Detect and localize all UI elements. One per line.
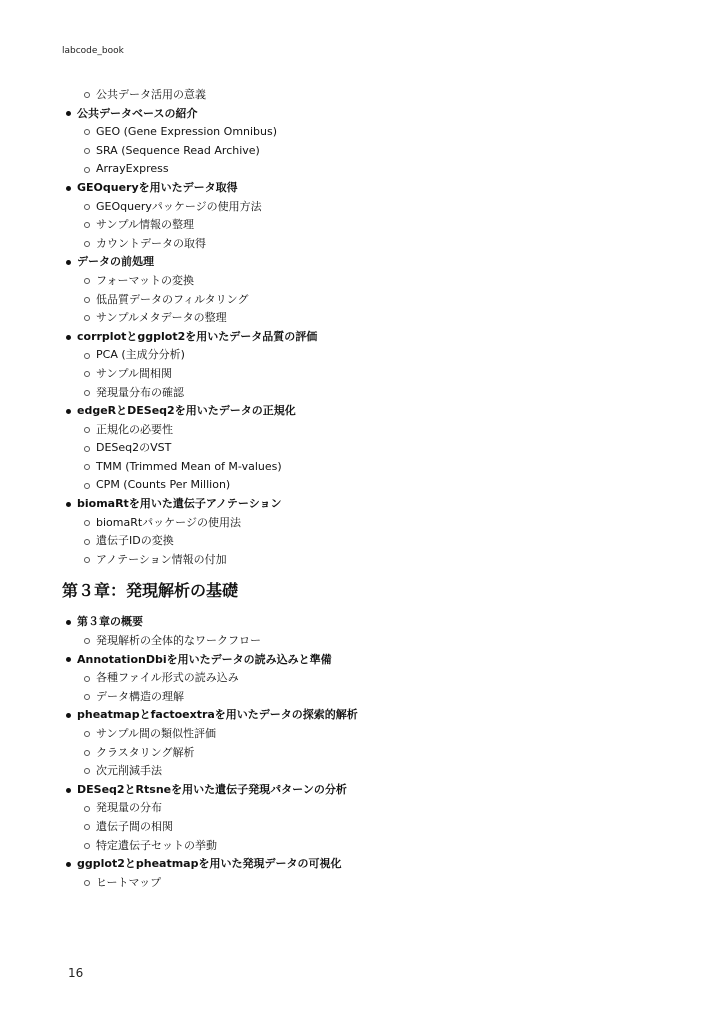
sublist <box>62 725 662 781</box>
sublist-item <box>62 725 662 744</box>
sublist-item-label: 特定遺伝子セットの挙動 <box>96 838 217 852</box>
sublist-item-label: カウントデータの取得 <box>96 236 206 250</box>
circle-bullet-icon <box>84 483 90 489</box>
list-item-row <box>62 706 662 725</box>
bullet-icon <box>66 260 71 265</box>
circle-bullet-icon <box>84 676 90 682</box>
sublist-item-label: 低品質データのフィルタリング <box>96 292 249 306</box>
running-header: labcode_book <box>62 46 124 56</box>
circle-bullet-icon <box>84 390 90 396</box>
list-item-label: biomaRtを用いた遺伝子アノテーション <box>77 497 282 511</box>
sublist-item-label: クラスタリング解析 <box>96 745 195 759</box>
bullet-icon <box>66 620 71 625</box>
sublist <box>62 198 662 254</box>
sublist-item-label: アノテーション情報の付加 <box>96 552 227 566</box>
sublist-item-label: ヒートマップ <box>96 875 162 889</box>
sublist-item <box>62 514 662 533</box>
sublist-item-label: 発現解析の全体的なワークフロー <box>96 634 261 648</box>
list-item <box>62 855 662 892</box>
list-item <box>62 613 662 650</box>
sublist <box>62 421 662 495</box>
list-item-label: GEOqueryを用いたデータ取得 <box>77 180 238 194</box>
sublist-item <box>62 532 662 551</box>
sublist-item <box>62 744 662 763</box>
list-item-row <box>62 495 662 514</box>
sublist-item <box>62 476 662 495</box>
sublist-item <box>62 123 662 142</box>
sublist-item-label: GEOqueryパッケージの使用方法 <box>96 199 262 213</box>
circle-bullet-icon <box>84 520 90 526</box>
sublist-item <box>62 837 662 856</box>
leading-sublist <box>62 86 662 105</box>
sublist <box>62 514 662 570</box>
circle-bullet-icon <box>84 843 90 849</box>
sublist-item <box>62 762 662 781</box>
list-item-row <box>62 253 662 272</box>
sublist-item-label: GEO (Gene Expression Omnibus) <box>96 125 278 139</box>
sublist-item-label: DESeq2のVST <box>96 441 172 455</box>
list-item-label: 公共データベースの紹介 <box>77 106 198 120</box>
sublist <box>62 272 662 328</box>
sublist <box>62 874 662 893</box>
sublist-item-label: CPM (Counts Per Million) <box>96 478 231 492</box>
sublist-item-label: 次元削減手法 <box>96 764 162 778</box>
chapter3-list <box>62 613 662 892</box>
sublist-item <box>62 198 662 217</box>
bullet-icon <box>66 335 71 340</box>
circle-bullet-icon <box>84 129 90 135</box>
sublist-item <box>62 421 662 440</box>
sublist-item <box>62 458 662 477</box>
sublist-item-label: TMM (Trimmed Mean of M-values) <box>96 459 282 473</box>
sublist-item-label: 発現量の分布 <box>96 801 162 815</box>
list-item-label: edgeRとDESeq2を用いたデータの正規化 <box>77 404 296 418</box>
list-item-label: ggplot2とpheatmapを用いた発現データの可視化 <box>77 857 342 871</box>
circle-bullet-icon <box>84 880 90 886</box>
sublist <box>62 669 662 706</box>
sublist-item-label: サンプル情報の整理 <box>96 218 195 232</box>
circle-bullet-icon <box>84 353 90 359</box>
sublist-item-label: 発現量分布の確認 <box>96 385 184 399</box>
circle-bullet-icon <box>84 768 90 774</box>
sublist-item-label: 各種ファイル形式の読み込み <box>96 671 239 685</box>
sublist-item-label: biomaRtパッケージの使用法 <box>96 515 241 529</box>
list-item-row <box>62 613 662 632</box>
bullet-icon <box>66 713 71 718</box>
sublist-item <box>62 688 662 707</box>
sublist-item-label: サンプル間相関 <box>96 366 173 380</box>
circle-bullet-icon <box>84 148 90 154</box>
sublist-item-label: フォーマットの変換 <box>96 273 195 287</box>
page-number: 16 <box>68 966 84 980</box>
sublist-item <box>62 160 662 179</box>
circle-bullet-icon <box>84 278 90 284</box>
circle-bullet-icon <box>84 297 90 303</box>
section-a-list <box>62 105 662 570</box>
sublist-item <box>62 669 662 688</box>
sublist-item-label: サンプル間の類似性評価 <box>96 727 217 740</box>
list-item-row <box>62 855 662 874</box>
circle-bullet-icon <box>84 750 90 756</box>
sublist-item <box>62 309 662 328</box>
circle-bullet-icon <box>84 241 90 247</box>
circle-bullet-icon <box>84 694 90 700</box>
sublist <box>62 799 662 855</box>
sublist-item <box>62 291 662 310</box>
bullet-icon <box>66 502 71 507</box>
list-item-row <box>62 328 662 347</box>
sublist-item <box>62 272 662 291</box>
sublist-item-label: 正規化の必要性 <box>96 422 173 436</box>
sublist-item <box>62 235 662 254</box>
sublist-item <box>62 142 662 161</box>
bullet-icon <box>66 186 71 191</box>
list-item-label: データの前処理 <box>77 255 154 269</box>
sublist-item-label: 遺伝子間の相関 <box>96 819 173 833</box>
circle-bullet-icon <box>84 557 90 563</box>
circle-bullet-icon <box>84 92 90 98</box>
list-item-label: corrplotとggplot2を用いたデータ品質の評価 <box>77 329 318 343</box>
circle-bullet-icon <box>84 731 90 737</box>
sublist-item-label: PCA (主成分分析) <box>96 348 185 362</box>
sublist-item <box>62 216 662 235</box>
list-item-row <box>62 651 662 670</box>
sublist-item <box>62 818 662 837</box>
list-item-label: 第３章の概要 <box>77 615 143 629</box>
circle-bullet-icon <box>84 824 90 830</box>
sublist <box>62 346 662 402</box>
circle-bullet-icon <box>84 371 90 377</box>
circle-bullet-icon <box>84 446 90 452</box>
list-item-row <box>62 179 662 198</box>
sublist-item <box>62 439 662 458</box>
sublist-item-label: ArrayExpress <box>96 162 169 176</box>
sublist <box>62 632 662 651</box>
sublist-item <box>62 384 662 403</box>
list-item <box>62 86 662 105</box>
circle-bullet-icon <box>84 204 90 210</box>
bullet-icon <box>66 111 71 116</box>
sublist <box>62 123 662 179</box>
chapter-heading: 第３章：発現解析の基礎 <box>62 581 239 601</box>
circle-bullet-icon <box>84 638 90 644</box>
list-item <box>62 179 662 253</box>
circle-bullet-icon <box>84 315 90 321</box>
circle-bullet-icon <box>84 167 90 173</box>
list-item <box>62 402 662 495</box>
sublist-item <box>62 551 662 570</box>
bullet-icon <box>66 409 71 414</box>
sublist-item-label: SRA (Sequence Read Archive) <box>96 143 260 157</box>
list-item <box>62 651 662 707</box>
list-item <box>62 253 662 327</box>
list-item-label: AnnotationDbiを用いたデータの読み込みと準備 <box>77 652 332 666</box>
circle-bullet-icon <box>84 806 90 812</box>
sublist-item <box>62 346 662 365</box>
sublist-item <box>62 874 662 893</box>
sublist-item <box>62 799 662 818</box>
list-item <box>62 495 662 569</box>
list-item <box>62 328 662 402</box>
sublist-item-label: 遺伝子IDの変換 <box>96 534 174 548</box>
list-item-row <box>62 402 662 421</box>
page-content <box>62 86 662 892</box>
sublist-item <box>62 632 662 651</box>
circle-bullet-icon <box>84 427 90 433</box>
sublist-item <box>62 365 662 384</box>
bullet-icon <box>66 862 71 867</box>
list-item-label: DESeq2とRtsneを用いた遺伝子発現パターンの分析 <box>77 782 347 796</box>
list-item <box>62 781 662 855</box>
list-item-row <box>62 105 662 124</box>
sublist-item-label: データ構造の理解 <box>96 689 184 703</box>
bullet-icon <box>66 657 71 662</box>
circle-bullet-icon <box>84 539 90 545</box>
sublist-item-label: サンプルメタデータの整理 <box>96 311 227 325</box>
list-item-row <box>62 781 662 800</box>
circle-bullet-icon <box>84 464 90 470</box>
circle-bullet-icon <box>84 222 90 228</box>
list-item <box>62 706 662 780</box>
list-item <box>62 105 662 179</box>
bullet-icon <box>66 788 71 793</box>
list-item-label: 公共データ活用の意義 <box>96 88 206 101</box>
list-item-label: pheatmapとfactoextraを用いたデータの探索的解析 <box>77 708 358 722</box>
